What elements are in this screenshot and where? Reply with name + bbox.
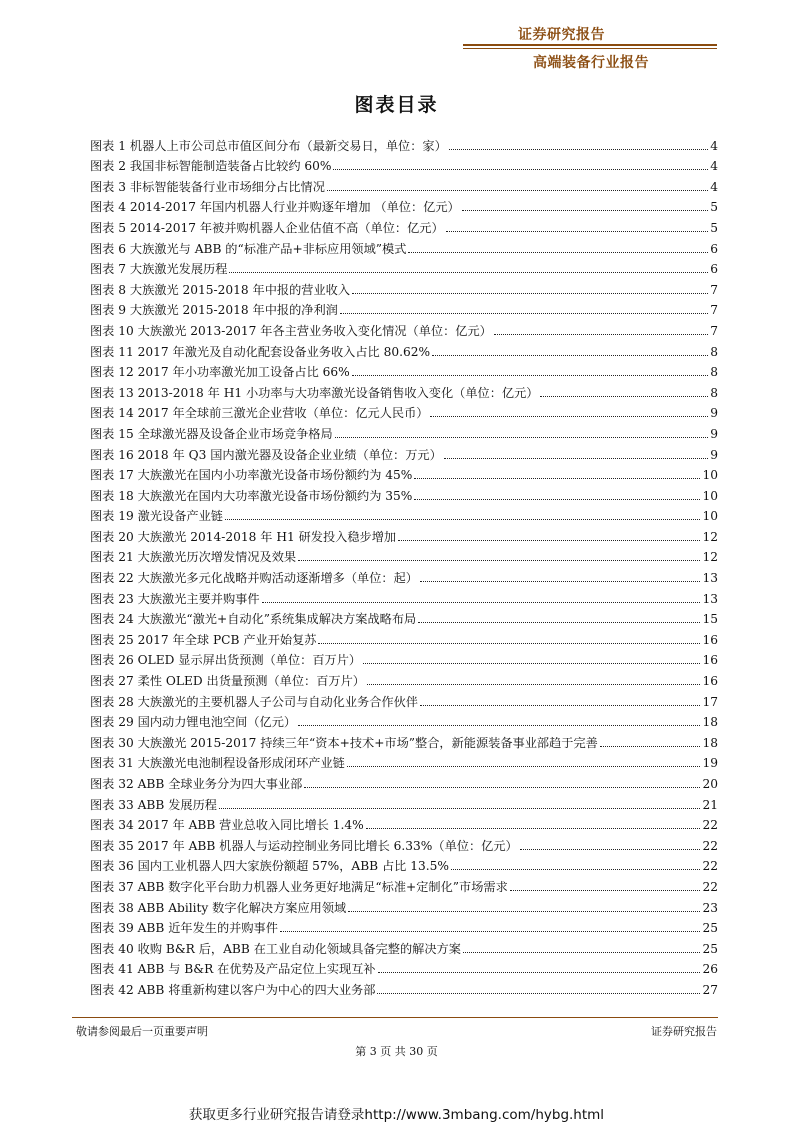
toc-entry-label: 图表 6 大族激光与 ABB 的“标准产品+非标应用领域”模式 [90, 241, 407, 256]
toc-leader-dots [335, 437, 709, 438]
toc-entry[interactable] [90, 236, 718, 257]
toc-entry-label: 图表 25 2017 年全球 PCB 产业开始复苏 [90, 632, 317, 647]
toc-entry-page: 22 [702, 879, 718, 894]
toc-entry[interactable] [90, 277, 718, 298]
toc-entry-label: 图表 28 大族激光的主要机器人子公司与自动化业务合作伙伴 [90, 694, 418, 709]
footer-disclaimer: 敬请参阅最后一页重要声明 [76, 1025, 208, 1038]
toc-entry[interactable] [90, 730, 718, 751]
toc-entry[interactable] [90, 607, 718, 628]
toc-entry-page: 22 [702, 818, 718, 833]
toc-entry-page: 6 [710, 262, 718, 277]
toc-entry[interactable] [90, 133, 718, 154]
footer-report-type: 证券研究报告 [651, 1025, 717, 1038]
toc-leader-dots [378, 972, 701, 973]
toc-entry-label: 图表 35 2017 年 ABB 机器人与运动控制业务同比增长 6.33%（单位：亿元） [90, 838, 518, 853]
toc-leader-dots [398, 540, 700, 541]
toc-leader-dots [347, 766, 701, 767]
toc-entry-page: 25 [702, 941, 718, 956]
toc-entry-page: 27 [702, 982, 718, 997]
toc-entry-label: 图表 30 大族激光 2015-2017 持续三年“资本+技术+市场”整合，新能源装备事业部趋于完善 [90, 735, 598, 750]
toc-entry-label: 图表 4 2014-2017 年国内机器人行业并购逐年增加 （单位：亿元） [90, 200, 460, 215]
toc-leader-dots [225, 519, 701, 520]
page-title: 图表目录 [354, 94, 439, 116]
toc-entry[interactable] [90, 648, 718, 669]
toc-entry-label: 图表 20 大族激光 2014-2018 年 H1 研发投入稳步增加 [90, 529, 397, 544]
toc-leader-dots [408, 252, 708, 253]
toc-leader-dots [510, 890, 701, 891]
toc-entry[interactable] [90, 545, 718, 566]
toc-entry-page: 18 [702, 715, 718, 730]
toc-leader-dots [444, 458, 708, 459]
toc-entry-label: 图表 33 ABB 发展历程 [90, 797, 217, 812]
toc-entry-label: 图表 36 国内工业机器人四大家族份额超 57%，ABB 占比 13.5% [90, 859, 449, 874]
header-rule [463, 44, 717, 46]
toc-entry[interactable] [90, 689, 718, 710]
toc-list [90, 133, 718, 998]
toc-leader-dots [304, 787, 700, 788]
toc-entry-label: 图表 42 ABB 将重新构建以客户为中心的四大业务部 [90, 982, 376, 997]
toc-entry-label: 图表 26 OLED 显示屏出货预测（单位：百万片） [90, 653, 362, 668]
toc-entry-label: 图表 29 国内动力锂电池空间（亿元） [90, 715, 297, 730]
toc-entry-page: 5 [710, 220, 718, 235]
toc-entry[interactable] [90, 154, 718, 175]
toc-leader-dots [352, 293, 708, 294]
toc-entry-page: 23 [702, 900, 718, 915]
toc-leader-dots [366, 828, 701, 829]
toc-entry-page: 19 [702, 756, 718, 771]
toc-entry[interactable] [90, 792, 718, 813]
promo-link[interactable]: 获取更多行业研究报告请登录http://www.3mbang.com/hybg.html [188, 1107, 605, 1123]
toc-entry-page: 21 [702, 797, 718, 812]
toc-entry-label: 图表 22 大族激光多元化战略并购活动逐渐增多（单位：起） [90, 571, 418, 586]
toc-entry-label: 图表 41 ABB 与 B&R 在优势及产品定位上实现互补 [90, 962, 376, 977]
toc-entry[interactable] [90, 257, 718, 278]
toc-entry-page: 25 [702, 921, 718, 936]
toc-entry-label: 图表 24 大族激光“激光+自动化”系统集成解决方案战略布局 [90, 612, 417, 627]
toc-entry[interactable] [90, 771, 718, 792]
toc-entry[interactable] [90, 895, 718, 916]
toc-leader-dots [432, 355, 708, 356]
toc-entry-page: 13 [702, 571, 718, 586]
toc-entry-label: 图表 7 大族激光发展历程 [90, 262, 228, 277]
toc-leader-dots [420, 705, 701, 706]
footer-rule [72, 1017, 718, 1018]
toc-entry-label: 图表 13 2013-2018 年 H1 小功率与大功率激光设备销售收入变化（单位：亿元） [90, 385, 539, 400]
toc-entry-label: 图表 5 2014-2017 年被并购机器人企业估值不高（单位：亿元） [90, 220, 444, 235]
toc-entry-label: 图表 15 全球激光器及设备企业市场竞争格局 [90, 426, 333, 441]
toc-leader-dots [318, 643, 700, 644]
footer-page-number: 第 3 页 共 30 页 [355, 1045, 438, 1058]
toc-entry[interactable] [90, 380, 718, 401]
toc-leader-dots [340, 313, 708, 314]
toc-entry-label: 图表 19 激光设备产业链 [90, 509, 223, 524]
toc-entry-label: 图表 27 柔性 OLED 出货量预测（单位：百万片） [90, 674, 365, 689]
toc-entry[interactable] [90, 504, 718, 525]
toc-entry-label: 图表 8 大族激光 2015-2018 年中报的营业收入 [90, 282, 351, 297]
toc-leader-dots [414, 499, 700, 500]
toc-entry[interactable] [90, 442, 718, 463]
toc-entry-label: 图表 37 ABB 数字化平台助力机器人业务更好地满足“标准+定制化”市场需求 [90, 879, 508, 894]
toc-entry-page: 16 [702, 674, 718, 689]
toc-entry-page: 9 [710, 447, 718, 462]
toc-entry[interactable] [90, 421, 718, 442]
header-rule-thin [463, 48, 717, 49]
toc-entry[interactable] [90, 339, 718, 360]
toc-entry-page: 9 [710, 406, 718, 421]
toc-entry[interactable] [90, 977, 718, 998]
toc-entry[interactable] [90, 936, 718, 957]
toc-entry[interactable] [90, 854, 718, 875]
toc-entry[interactable] [90, 565, 718, 586]
toc-entry-page: 4 [710, 179, 718, 194]
toc-entry-page: 8 [710, 344, 718, 359]
toc-entry-page: 18 [702, 735, 718, 750]
toc-entry[interactable] [90, 360, 718, 381]
toc-entry-label: 图表 23 大族激光主要并购事件 [90, 591, 260, 606]
toc-entry-page: 8 [710, 365, 718, 380]
toc-leader-dots [418, 622, 700, 623]
toc-leader-dots [420, 581, 701, 582]
toc-entry-page: 7 [710, 323, 718, 338]
toc-entry[interactable] [90, 627, 718, 648]
toc-entry[interactable] [90, 668, 718, 689]
toc-leader-dots [367, 684, 701, 685]
toc-leader-dots [414, 478, 700, 479]
toc-entry-page: 7 [710, 303, 718, 318]
toc-entry-page: 6 [710, 241, 718, 256]
toc-entry-page: 26 [702, 962, 718, 977]
toc-entry-label: 图表 12 2017 年小功率激光加工设备占比 66% [90, 365, 350, 380]
toc-entry-label: 图表 14 2017 年全球前三激光企业营收（单位：亿元人民币） [90, 406, 429, 421]
toc-entry-label: 图表 40 收购 B&R 后，ABB 在工业自动化领域具备完整的解决方案 [90, 941, 461, 956]
toc-entry-page: 22 [702, 859, 718, 874]
toc-entry[interactable] [90, 957, 718, 978]
toc-entry-page: 12 [702, 550, 718, 565]
toc-entry[interactable] [90, 586, 718, 607]
toc-leader-dots [363, 663, 700, 664]
toc-entry-label: 图表 1 机器人上市公司总市值区间分布（最新交易日，单位：家） [90, 138, 447, 153]
toc-leader-dots [494, 334, 708, 335]
toc-leader-dots [298, 560, 700, 561]
toc-leader-dots [229, 272, 708, 273]
toc-entry-page: 20 [702, 777, 718, 791]
toc-entry[interactable] [90, 916, 718, 937]
toc-leader-dots [430, 416, 708, 417]
toc-entry[interactable] [90, 483, 718, 504]
toc-leader-dots [262, 602, 701, 603]
toc-leader-dots [352, 375, 709, 376]
toc-entry-page: 5 [710, 200, 718, 215]
toc-leader-dots [280, 931, 701, 932]
toc-entry-page: 4 [710, 138, 718, 153]
toc-entry[interactable] [90, 751, 718, 772]
toc-leader-dots [446, 231, 709, 232]
toc-entry-page: 22 [702, 838, 718, 853]
toc-leader-dots [462, 210, 709, 211]
toc-entry[interactable] [90, 833, 718, 854]
toc-leader-dots [451, 869, 701, 870]
toc-entry-page: 12 [702, 529, 718, 544]
header-report-type: 证券研究报告 [518, 27, 605, 43]
toc-entry[interactable] [90, 215, 718, 236]
toc-entry-label: 图表 31 大族激光电池制程设备形成闭环产业链 [90, 756, 345, 771]
toc-entry[interactable] [90, 524, 718, 545]
toc-leader-dots [540, 396, 708, 397]
toc-leader-dots [377, 993, 700, 994]
toc-leader-dots [348, 911, 700, 912]
header-industry: 高端装备行业报告 [533, 55, 649, 71]
toc-entry[interactable] [90, 710, 718, 731]
toc-entry-page: 13 [702, 591, 718, 606]
toc-entry-page: 9 [710, 426, 718, 441]
toc-entry[interactable] [90, 401, 718, 422]
toc-entry-label: 图表 10 大族激光 2013-2017 年各主营业务收入变化情况（单位：亿元） [90, 323, 492, 338]
toc-leader-dots [463, 952, 701, 953]
toc-leader-dots [327, 190, 708, 191]
toc-entry[interactable] [90, 298, 718, 319]
toc-entry[interactable] [90, 463, 718, 484]
toc-entry-page: 10 [702, 509, 718, 524]
toc-entry-page: 10 [702, 468, 718, 483]
toc-entry-page: 8 [710, 385, 718, 400]
toc-entry-page: 16 [702, 653, 718, 668]
toc-entry[interactable] [90, 174, 718, 195]
toc-entry-page: 7 [710, 282, 718, 297]
toc-entry-page: 16 [702, 632, 718, 647]
toc-entry-label: 图表 18 大族激光在国内大功率激光设备市场份额约为 35% [90, 488, 413, 503]
toc-leader-dots [219, 808, 701, 809]
toc-entry[interactable] [90, 195, 718, 216]
toc-entry-label: 图表 11 2017 年激光及自动化配套设备业务收入占比 80.62% [90, 344, 431, 359]
toc-leader-dots [449, 149, 708, 150]
toc-entry-label: 图表 32 ABB 全球业务分为四大事业部 [90, 777, 303, 791]
toc-entry[interactable] [90, 874, 718, 895]
toc-entry-page: 17 [702, 694, 718, 709]
toc-entry[interactable] [90, 318, 718, 339]
toc-entry-label: 图表 2 我国非标智能制造装备占比较约 60% [90, 159, 332, 174]
toc-entry-label: 图表 21 大族激光历次增发情况及效果 [90, 550, 297, 565]
toc-entry-label: 图表 34 2017 年 ABB 营业总收入同比增长 1.4% [90, 818, 364, 833]
toc-leader-dots [520, 849, 701, 850]
toc-entry-label: 图表 17 大族激光在国内小功率激光设备市场份额约为 45% [90, 468, 413, 483]
toc-entry-label: 图表 38 ABB Ability 数字化解决方案应用领域 [90, 900, 347, 915]
toc-leader-dots [298, 725, 700, 726]
toc-entry[interactable] [90, 813, 718, 834]
toc-entry-page: 15 [702, 612, 718, 627]
toc-entry-label: 图表 9 大族激光 2015-2018 年中报的净利润 [90, 303, 338, 318]
toc-entry-page: 4 [710, 159, 718, 174]
toc-entry-label: 图表 39 ABB 近年发生的并购事件 [90, 921, 278, 936]
toc-leader-dots [333, 169, 708, 170]
toc-entry-page: 10 [702, 488, 718, 503]
toc-leader-dots [600, 746, 701, 747]
toc-entry-label: 图表 16 2018 年 Q3 国内激光器及设备企业业绩（单位：万元） [90, 447, 442, 462]
toc-entry-label: 图表 3 非标智能装备行业市场细分占比情况 [90, 179, 325, 194]
